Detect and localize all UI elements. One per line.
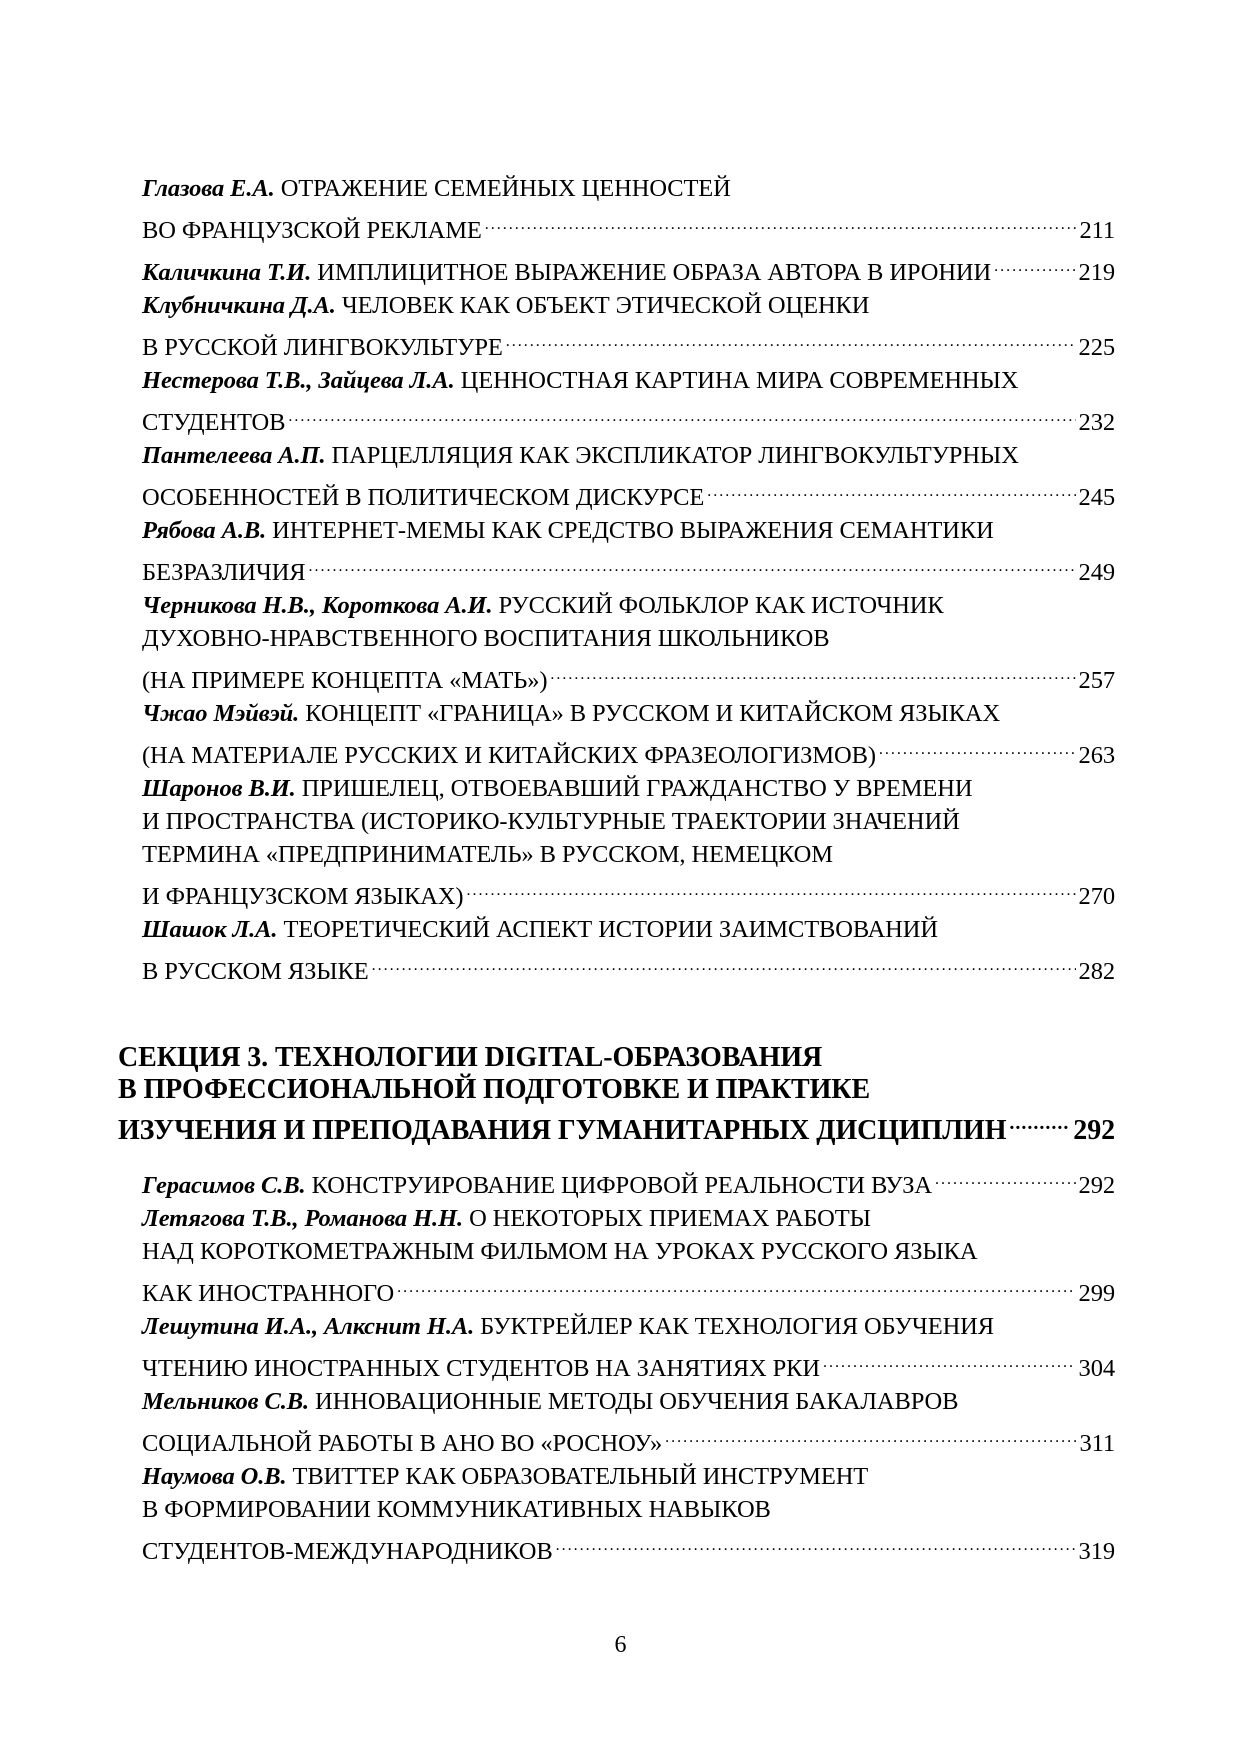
leader-dots <box>397 1268 1075 1301</box>
toc-entry-title: В РУССКОМ ЯЗЫКЕ <box>142 958 369 985</box>
toc-entry-page-number: 263 <box>1078 742 1115 769</box>
toc-entry[interactable] <box>142 1385 1115 1457</box>
toc-entry-page-number: 225 <box>1078 334 1115 361</box>
toc-entry-title: В ФОРМИРОВАНИИ КОММУНИКАТИВНЫХ НАВЫКОВ <box>142 1496 771 1523</box>
leader-dots <box>485 205 1077 238</box>
toc-entry-line <box>142 397 1115 436</box>
toc-entry[interactable] <box>142 772 1115 910</box>
leader-dots <box>506 322 1076 355</box>
toc-entry-page-number: 245 <box>1078 484 1115 511</box>
leader-dots <box>994 247 1075 280</box>
toc-entry-page-number: 249 <box>1078 559 1115 586</box>
toc-entry-author: Каличкина Т.И. <box>142 259 312 286</box>
toc-entry-page-number: 319 <box>1078 1538 1115 1565</box>
toc-entry-title: ОТРАЖЕНИЕ СЕМЕЙНЫХ ЦЕННОСТЕЙ <box>280 175 731 202</box>
toc-entry-author: Чжао Мэйвэй. <box>142 700 300 727</box>
toc-entry-line <box>142 1310 1115 1343</box>
toc-entry-title: ЦЕННОСТНАЯ КАРТИНА МИРА СОВРЕМЕННЫХ <box>460 367 1019 394</box>
toc-entry-line <box>142 289 1115 322</box>
toc-entry[interactable] <box>142 364 1115 436</box>
toc-entry-title: БЕЗРАЗЛИЧИЯ <box>142 559 306 586</box>
toc-entry-line <box>142 838 1115 871</box>
toc-entry-author: Клубничкина Д.А. <box>142 292 336 319</box>
toc-entry-title: ВО ФРАНЦУЗСКОЙ РЕКЛАМЕ <box>142 217 482 244</box>
toc-entry-line <box>142 1418 1115 1457</box>
toc-entry[interactable] <box>142 1202 1115 1307</box>
toc-entry-title: ОСОБЕННОСТЕЙ В ПОЛИТИЧЕСКОМ ДИСКУРСЕ <box>142 484 705 511</box>
toc-entry-page-number: 257 <box>1078 667 1115 694</box>
leader-dots <box>467 871 1076 904</box>
toc-entry-title: СТУДЕНТОВ-МЕЖДУНАРОДНИКОВ <box>142 1538 553 1565</box>
toc-entry-title: ИМПЛИЦИТНОЕ ВЫРАЖЕНИЕ ОБРАЗА АВТОРА В ИРОНИИ <box>317 259 992 286</box>
toc-entry-title: СОЦИАЛЬНОЙ РАБОТЫ В АНО ВО «РОСНОУ» <box>142 1430 663 1457</box>
toc-entry-author: Наумова О.В. <box>142 1463 287 1490</box>
page-number: 6 <box>614 1632 627 1658</box>
toc-entry-author: Пантелеева А.П. <box>142 442 326 469</box>
toc-entry-title: КОНСТРУИРОВАНИЕ ЦИФРОВОЙ РЕАЛЬНОСТИ ВУЗА <box>311 1172 932 1199</box>
leader-dots <box>1009 1106 1070 1139</box>
toc-entry-line <box>142 514 1115 547</box>
toc-entry-page-number: 304 <box>1078 1355 1115 1382</box>
toc-entry-line <box>142 247 1115 286</box>
toc-entry-line <box>142 805 1115 838</box>
section-line-2: В ПРОФЕССИОНАЛЬНОЙ ПОДГОТОВКЕ И ПРАКТИКЕ <box>118 1074 871 1105</box>
toc-entry-line <box>142 322 1115 361</box>
toc-entry-line <box>142 1202 1115 1235</box>
toc-entry-title: ТВИТТЕР КАК ОБРАЗОВАТЕЛЬНЫЙ ИНСТРУМЕНТ <box>292 1463 869 1490</box>
toc-entry-title: (НА ПРИМЕРЕ КОНЦЕПТА «МАТЬ») <box>142 667 548 694</box>
toc-entry-line <box>142 589 1115 622</box>
toc-entry-line <box>142 172 1115 205</box>
toc-entry-title: КОНЦЕПТ «ГРАНИЦА» В РУССКОМ И КИТАЙСКОМ ЯЗЫКАХ <box>305 700 1001 727</box>
toc-entry-line <box>142 913 1115 946</box>
toc-entry-page-number: 211 <box>1079 217 1115 244</box>
section-page-number: 292 <box>1073 1115 1115 1146</box>
toc-entry-line <box>142 697 1115 730</box>
toc-entry-line <box>142 1268 1115 1307</box>
toc-entry-author: Герасимов С.В. <box>142 1172 306 1199</box>
toc-entry[interactable] <box>142 1160 1115 1199</box>
toc-entry-title: И ПРОСТРАНСТВА (ИСТОРИКО-КУЛЬТУРНЫЕ ТРАЕКТОРИИ ЗНАЧЕНИЙ <box>142 808 960 835</box>
toc-entry-line <box>142 1385 1115 1418</box>
toc-entry-title: ДУХОВНО-НРАВСТВЕННОГО ВОСПИТАНИЯ ШКОЛЬНИКОВ <box>142 625 830 652</box>
toc-entry-title: ТЕОРЕТИЧЕСКИЙ АСПЕКТ ИСТОРИИ ЗАИМСТВОВАНИЙ <box>283 916 938 943</box>
toc-entry-page-number: 232 <box>1078 409 1115 436</box>
toc-entry-line <box>142 1235 1115 1268</box>
toc-entry-line <box>142 1493 1115 1526</box>
toc-entry-page-number: 270 <box>1078 883 1115 910</box>
toc-entry-line <box>142 946 1115 985</box>
toc-entry-line <box>142 1526 1115 1565</box>
toc-entry-title: ЧТЕНИЮ ИНОСТРАННЫХ СТУДЕНТОВ НА ЗАНЯТИЯХ РКИ <box>142 1355 820 1382</box>
leader-dots <box>288 397 1075 430</box>
toc-entry-line <box>142 364 1115 397</box>
toc-entry-author: Шаронов В.И. <box>142 775 296 802</box>
toc-entry-author: Шашок Л.А. <box>142 916 278 943</box>
toc-entry-line <box>142 871 1115 910</box>
toc-entry-line <box>142 205 1115 244</box>
toc-entry-title: ТЕРМИНА «ПРЕДПРИНИМАТЕЛЬ» В РУССКОМ, НЕМЕЦКОМ <box>142 841 833 868</box>
toc-entry[interactable] <box>142 172 1115 244</box>
leader-dots <box>935 1160 1076 1193</box>
toc-entry-title: БУКТРЕЙЛЕР КАК ТЕХНОЛОГИЯ ОБУЧЕНИЯ <box>480 1313 995 1340</box>
toc-entry[interactable] <box>142 589 1115 694</box>
toc-entry-title: ПАРЦЕЛЛЯЦИЯ КАК ЭКСПЛИКАТОР ЛИНГВОКУЛЬТУРНЫХ <box>331 442 1019 469</box>
toc-entry-author: Черникова Н.В., Короткова А.И. <box>142 592 493 619</box>
toc-entry[interactable] <box>142 247 1115 286</box>
toc-entry-author: Нестерова Т.В., Зайцева Л.А. <box>142 367 455 394</box>
section-heading[interactable] <box>118 1042 1115 1146</box>
section-line-3: ИЗУЧЕНИЯ И ПРЕПОДАВАНИЯ ГУМАНИТАРНЫХ ДИСЦИПЛИН ..... 292 <box>118 1106 1115 1138</box>
toc-entry-page-number: 219 <box>1078 259 1115 286</box>
leader-dots <box>556 1526 1076 1559</box>
toc-entry-page-number: 311 <box>1079 1430 1115 1457</box>
toc-entry[interactable] <box>142 1460 1115 1565</box>
toc-entry[interactable] <box>142 697 1115 769</box>
toc-entry-page-number: 282 <box>1078 958 1115 985</box>
toc-entry-title: ПРИШЕЛЕЦ, ОТВОЕВАВШИЙ ГРАЖДАНСТВО У ВРЕМЕНИ <box>301 775 973 802</box>
toc-entry-page-number: 292 <box>1078 1172 1115 1199</box>
toc-entry-title: ИННОВАЦИОННЫЕ МЕТОДЫ ОБУЧЕНИЯ БАКАЛАВРОВ <box>315 1388 959 1415</box>
leader-dots <box>309 547 1076 580</box>
toc-entry-title: СТУДЕНТОВ <box>142 409 286 436</box>
toc-entry-author: Рябова А.В. <box>142 517 267 544</box>
toc-entry-title: И ФРАНЦУЗСКОМ ЯЗЫКАХ) <box>142 883 464 910</box>
leader-dots <box>879 730 1076 763</box>
toc-entry-author: Летягова Т.В., Романова Н.Н. <box>142 1205 464 1232</box>
toc-entry-title: В РУССКОЙ ЛИНГВОКУЛЬТУРЕ <box>142 334 503 361</box>
toc-entry-line <box>142 472 1115 511</box>
toc-entry-page-number: 299 <box>1078 1280 1115 1307</box>
toc-entry-title: КАК ИНОСТРАННОГО <box>142 1280 395 1307</box>
toc-entry-title: ЧЕЛОВЕК КАК ОБЪЕКТ ЭТИЧЕСКОЙ ОЦЕНКИ <box>341 292 870 319</box>
section-line-1: СЕКЦИЯ 3. ТЕХНОЛОГИИ DIGITAL-ОБРАЗОВАНИЯ <box>118 1042 823 1073</box>
toc-entry-line <box>142 439 1115 472</box>
toc-entry-title: (НА МАТЕРИАЛЕ РУССКИХ И КИТАЙСКИХ ФРАЗЕОЛОГИЗМОВ) <box>142 742 876 769</box>
toc-entry-line <box>142 655 1115 694</box>
leader-dots <box>550 655 1075 688</box>
leader-dots <box>372 946 1076 979</box>
toc-entry-title: ИНТЕРНЕТ-МЕМЫ КАК СРЕДСТВО ВЫРАЖЕНИЯ СЕМАНТИКИ <box>272 517 994 544</box>
toc-entries-section-3 <box>142 1160 1115 1568</box>
toc-entry-title: О НЕКОТОРЫХ ПРИЕМАХ РАБОТЫ <box>469 1205 871 1232</box>
toc-entries-before-section <box>142 172 1115 988</box>
toc-entry[interactable] <box>142 913 1115 985</box>
toc-entry[interactable] <box>142 439 1115 511</box>
toc-entry[interactable] <box>142 1310 1115 1382</box>
toc-entry-author: Лешутина И.А., Алкснит Н.А. <box>142 1313 475 1340</box>
toc-entry-title: РУССКИЙ ФОЛЬКЛОР КАК ИСТОЧНИК <box>498 592 944 619</box>
toc-entry-line <box>142 1160 1115 1199</box>
toc-entry-title: НАД КОРОТКОМЕТРАЖНЫМ ФИЛЬМОМ НА УРОКАХ РУССКОГО ЯЗЫКА <box>142 1238 978 1265</box>
toc-entry-author: Мельников С.В. <box>142 1388 310 1415</box>
toc-entry-line <box>142 772 1115 805</box>
leader-dots <box>707 472 1075 505</box>
toc-entry[interactable] <box>142 289 1115 361</box>
toc-entry-line <box>142 547 1115 586</box>
toc-entry-line <box>142 622 1115 655</box>
leader-dots <box>823 1343 1076 1376</box>
leader-dots <box>665 1418 1076 1451</box>
toc-entry-line <box>142 730 1115 769</box>
toc-entry-author: Глазова Е.А. <box>142 175 275 202</box>
toc-entry-line <box>142 1460 1115 1493</box>
toc-entry[interactable] <box>142 514 1115 586</box>
toc-entry-line <box>142 1343 1115 1382</box>
